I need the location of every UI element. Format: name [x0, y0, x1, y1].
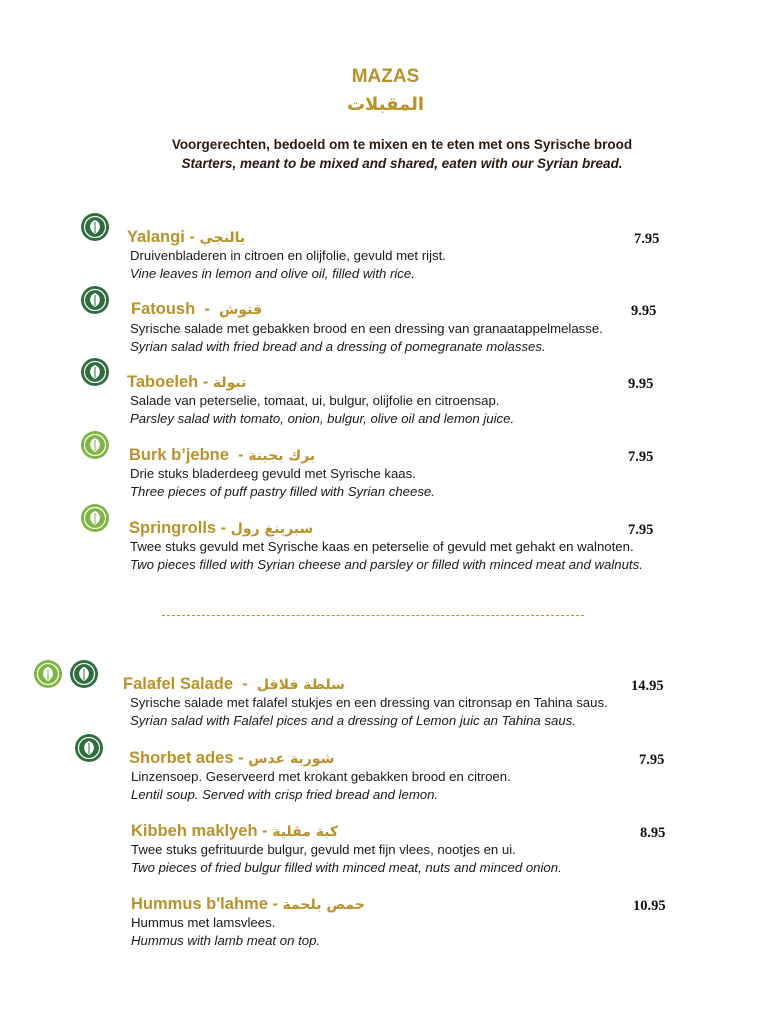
menu-item-name-text: Kibbeh maklyeh: [131, 822, 258, 840]
menu-item-name-text: Taboeleh: [127, 373, 199, 391]
menu-item-description-english: Lentil soup. Served with crisp fried bread and lemon.: [131, 787, 439, 802]
menu-item-name-arabic: برك بجبنة: [248, 448, 316, 464]
menu-item-name-arabic: تبولة: [212, 375, 247, 391]
vegetarian-badge-icon: [80, 430, 110, 460]
menu-item-name-separator: -: [233, 675, 257, 693]
menu-item-description-dutch: Twee stuks gevuld met Syrische kaas en peterselie of gevuld met gehakt en walnoten.: [130, 539, 634, 554]
vegan-badge-icon: [80, 357, 110, 387]
menu-item-description-dutch: Syrische salade met falafel stukjes en een dressing van citronsap en Tahina saus.: [130, 695, 608, 710]
menu-item-name-text: Burk b’jebne: [129, 446, 229, 464]
menu-item-name-separator: -: [257, 822, 273, 840]
section-divider: [162, 615, 584, 616]
menu-item-price: 10.95: [633, 898, 666, 914]
vegan-badge-icon: [69, 659, 99, 689]
menu-item-description-dutch: Salade van peterselie, tomaat, ui, bulgur, olijfolie en citroensap.: [130, 393, 500, 408]
menu-item-description-dutch: Hummus met lamsvlees.: [131, 915, 276, 930]
vegan-badge-icon: [80, 285, 110, 315]
menu-item-description-dutch: Twee stuks gefrituurde bulgur, gevuld met fijn vlees, nootjes en ui.: [131, 842, 516, 857]
menu-item-name-separator: -: [267, 895, 283, 913]
menu-item-price: 9.95: [628, 376, 654, 392]
menu-item-name: [129, 446, 315, 465]
menu-item-name-text: Shorbet ades: [129, 749, 234, 767]
vegetarian-badge-icon: [33, 659, 63, 689]
menu-item-name: [129, 749, 334, 768]
menu-item-name-text: Springrolls: [129, 519, 217, 537]
menu-item-name-arabic: سبرينغ رول: [230, 521, 314, 537]
page-title: MAZAS: [351, 66, 420, 87]
menu-item-name-arabic: كبة مقلية: [272, 824, 339, 840]
menu-item-name-arabic: يالنجي: [199, 230, 246, 246]
menu-item-name-separator: -: [228, 446, 249, 464]
menu-item-name-arabic: فتوش: [219, 302, 262, 318]
page-title-arabic: المقبلات: [346, 94, 425, 115]
menu-item-description-english: Two pieces filled with Syrian cheese and parsley or filled with minced meat and walnuts.: [130, 557, 643, 572]
menu-item-description-english: Hummus with lamb meat on top.: [131, 933, 321, 948]
menu-item-description-dutch: Linzensoep. Geserveerd met krokant gebakken brood en citroen.: [131, 769, 511, 784]
menu-item-name: [131, 895, 365, 914]
menu-item-description-dutch: Druivenbladeren in citroen en olijfolie, gevuld met rijst.: [130, 248, 446, 263]
menu-item-name-separator: -: [198, 373, 213, 391]
menu-item-name: [127, 228, 245, 247]
menu-item-name-separator: -: [216, 519, 231, 537]
menu-item-price: 7.95: [628, 522, 654, 538]
vegetarian-badge-icon: [80, 503, 110, 533]
menu-item-name-text: Yalangi: [127, 228, 185, 246]
menu-item-price: 7.95: [634, 231, 660, 247]
vegan-badge-icon: [80, 212, 110, 242]
menu-item-name-arabic: سلطة فلافل: [256, 677, 345, 693]
menu-item-description-english: Three pieces of puff pastry filled with Syrian cheese.: [130, 484, 435, 499]
menu-item-price: 8.95: [640, 825, 666, 841]
menu-item-name: [123, 675, 345, 694]
intro-dutch: Voorgerechten, bedoeld om te mixen en te eten met ons Syrische brood: [171, 137, 633, 152]
menu-item-name: [129, 519, 313, 538]
menu-item-description-dutch: Syrische salade met gebakken brood en een dressing van granaatappelmelasse.: [130, 321, 603, 336]
menu-item-name-separator: -: [184, 228, 200, 246]
menu-item-name-separator: -: [195, 300, 220, 318]
menu-item-name: [131, 300, 262, 319]
menu-item-price: 7.95: [628, 449, 654, 465]
menu-item-description-english: Two pieces of fried bulgur filled with minced meat, nuts and minced onion.: [131, 860, 562, 875]
menu-item-name-arabic: شوربة عدس: [248, 751, 335, 767]
menu-item-description-english: Syrian salad with Falafel pices and a dressing of Lemon juic an Tahina saus.: [130, 713, 576, 728]
vegan-badge-icon: [74, 733, 104, 763]
menu-item-name: [131, 822, 338, 841]
menu-item-price: 9.95: [631, 303, 657, 319]
menu-item-description-english: Vine leaves in lemon and olive oil, filled with rice.: [130, 266, 415, 281]
menu-item-price: 14.95: [631, 678, 664, 694]
menu-item-name-arabic: حمص بلحمة: [282, 897, 365, 913]
menu-item-price: 7.95: [639, 752, 665, 768]
intro-english: Starters, meant to be mixed and shared, eaten with our Syrian bread.: [181, 156, 623, 171]
menu-item-name-separator: -: [233, 749, 249, 767]
menu-item-name: [127, 373, 246, 392]
menu-item-description-english: Syrian salad with fried bread and a dressing of pomegranate molasses.: [130, 339, 546, 354]
menu-item-name-text: Hummus b'lahme: [131, 895, 268, 913]
menu-item-description-dutch: Drie stuks bladerdeeg gevuld met Syrische kaas.: [130, 466, 416, 481]
menu-item-name-text: Fatoush: [131, 300, 196, 318]
menu-item-name-text: Falafel Salade: [123, 675, 234, 693]
menu-item-description-english: Parsley salad with tomato, onion, bulgur, olive oil and lemon juice.: [130, 411, 515, 426]
